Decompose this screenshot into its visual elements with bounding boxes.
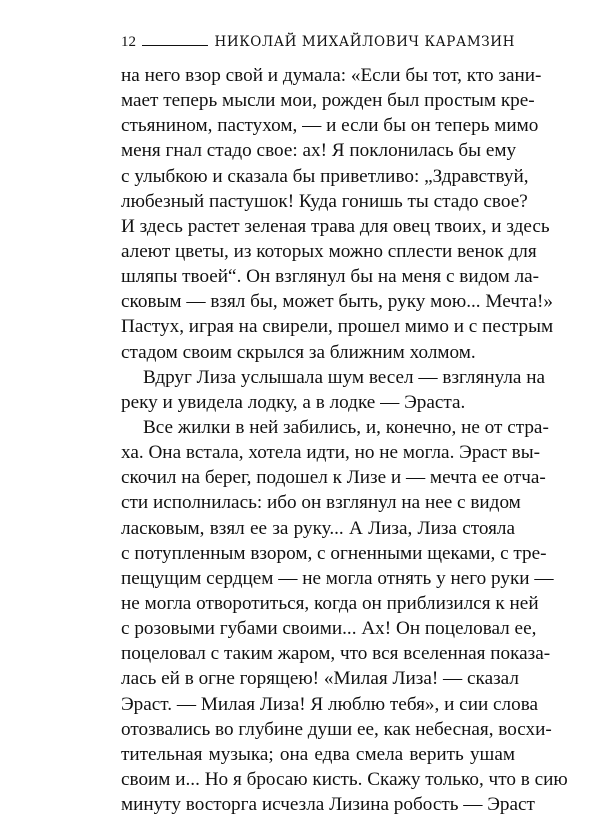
text-line: сти исполнилась: ибо он взглянул на нее с видом <box>121 492 521 514</box>
text-line: ласковым, взял ее за руку... А Лиза, Лиза стояла <box>121 517 515 539</box>
text-line: своим и... Но я бросаю кисть. Скажу только, что в сию <box>121 768 568 790</box>
author-name: НИКОЛАЙ МИХАЙЛОВИЧ КАРАМЗИН <box>214 34 515 50</box>
page-number: 12 <box>121 33 136 50</box>
text-line: шляпы твоей“. Он взглянул бы на меня с видом ла- <box>121 266 540 288</box>
body-text <box>121 63 568 817</box>
text-line: тительная музыка; она едва смела верить ушам <box>121 743 515 765</box>
text-line: меня гнал стадо свое: ах! Я поклонилась бы ему <box>121 140 517 162</box>
text-line: стьянином, пастухом, — и если бы он теперь мимо <box>121 115 539 137</box>
text-line: скочил на берег, подошел к Лизе и — мечта ее отча- <box>121 467 546 489</box>
paragraph-first-line: Все жилки в ней забились, и, конечно, не от стра- <box>143 416 549 438</box>
text-line: ха. Она встала, хотела идти, но не могла. Эраст вы- <box>121 442 540 464</box>
text-line: отозвались во глубине души ее, как небесная, восхи- <box>121 718 552 740</box>
text-line: сковым — взял бы, может быть, руку мою... Мечта!» <box>121 291 554 313</box>
text-line: не могла отворотиться, когда он приблизился к ней <box>121 592 539 614</box>
header-rule <box>142 45 208 46</box>
paragraph-end-line: реку и увидела лодку, а в лодке — Эраста. <box>121 391 466 413</box>
text-line: алеют цветы, из которых можно сплести венок для <box>121 240 537 262</box>
text-line: Пастух, играя на свирели, прошел мимо и с пестрым <box>121 316 554 338</box>
text-line: И здесь растет зеленая трава для овец твоих, и здесь <box>121 215 550 237</box>
text-line: пещущим сердцем — не могла отнять у него руки — <box>121 567 554 589</box>
text-line: любезный пастушок! Куда гонишь ты стадо свое? <box>121 190 528 212</box>
text-line: на него взор свой и думала: «Если бы тот, кто зани- <box>121 65 542 86</box>
paragraph-end-line: стадом своим скрылся за ближним холмом. <box>121 341 476 363</box>
text-line: поцеловал с таким жаром, что вся вселенная показа- <box>121 643 551 665</box>
text-line: лась ей в огне горящею! «Милая Лиза! — сказал <box>121 668 519 690</box>
text-line: минуту восторга исчезла Лизина робость — Эраст <box>121 794 535 816</box>
text-line: Эраст. — Милая Лиза! Я люблю тебя», и сии слова <box>121 693 539 715</box>
running-head <box>121 31 515 53</box>
paragraph-first-line: Вдруг Лиза услышала шум весел — взглянула на <box>143 366 546 388</box>
text-line: с улыбкою и сказала бы приветливо: „Здравствуй, <box>121 165 529 187</box>
text-line: с потупленным взором, с огненными щеками, с тре- <box>121 542 547 564</box>
text-line: мает теперь мысли мои, рожден был простым кре- <box>121 90 535 112</box>
text-line: с розовыми губами своими... Ах! Он поцеловал ее, <box>121 618 537 640</box>
